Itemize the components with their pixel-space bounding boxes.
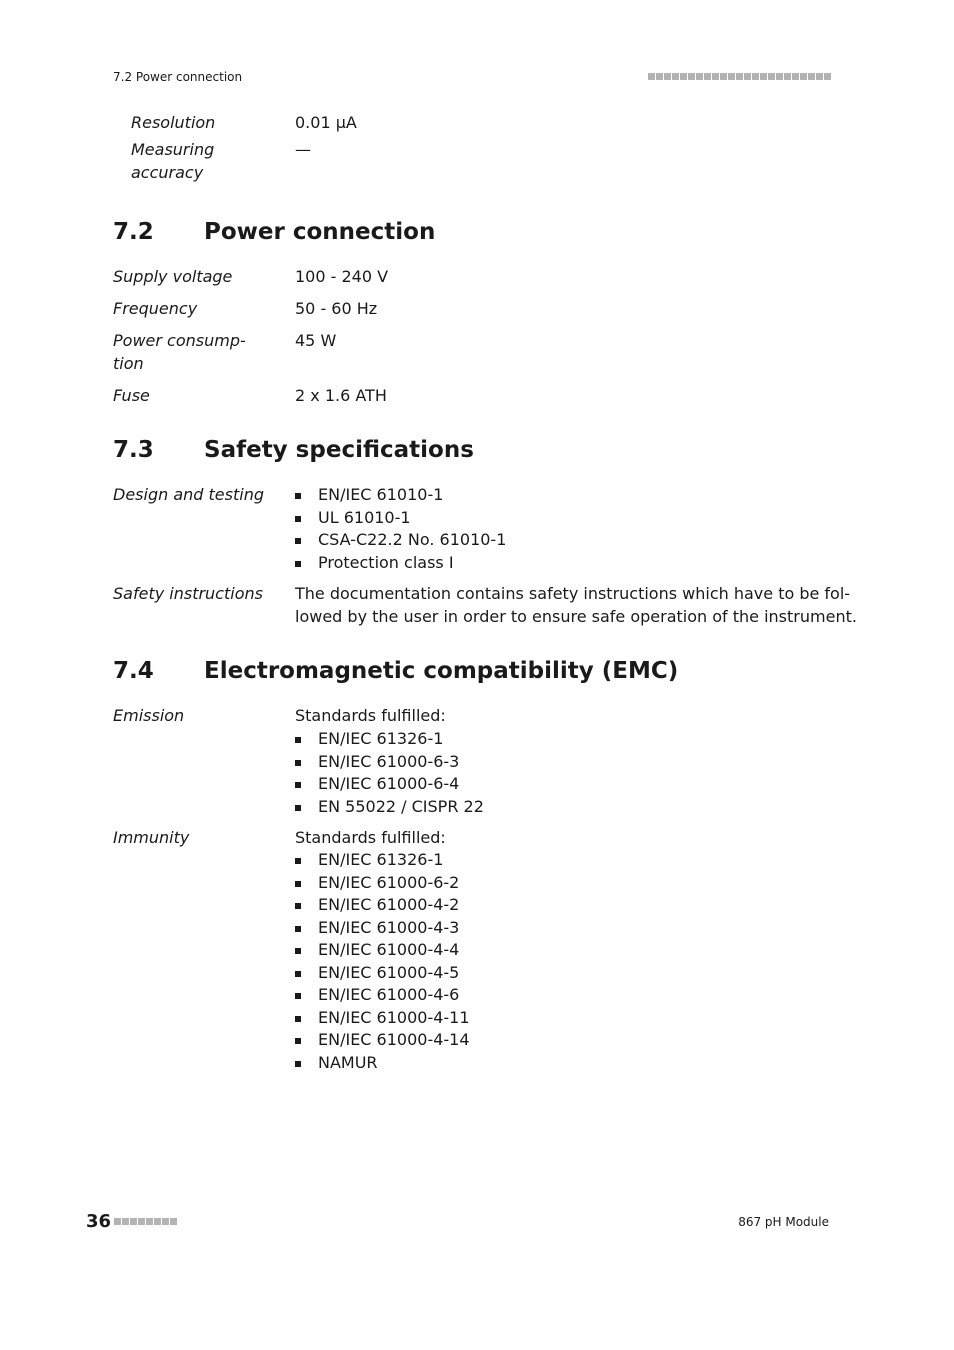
list-item: EN/IEC 61000-4-11: [295, 1007, 470, 1030]
section-number: 7.2: [113, 219, 154, 245]
safety-instructions-text: The documentation contains safety instructions which have to be fol- lowed by the user in order to ensure safe operation of the instrument.: [295, 584, 857, 626]
emission-list: [295, 728, 484, 818]
section-heading-7-3: [113, 436, 474, 464]
list-item: EN/IEC 61000-4-5: [295, 962, 470, 985]
emission-intro: Standards fulfilled:: [295, 706, 446, 725]
design-testing-label: Design and testing: [113, 485, 264, 504]
list-item: EN/IEC 61000-4-2: [295, 894, 470, 917]
page-number: 36: [86, 1211, 112, 1232]
immunity-list: [295, 849, 470, 1074]
list-item: Protection class I: [295, 552, 506, 575]
immunity-label: Immunity: [113, 828, 190, 847]
list-item: EN/IEC 61000-4-6: [295, 984, 470, 1007]
emission-label: Emission: [113, 706, 185, 725]
fuse-value: 2 x 1.6 ATH: [295, 386, 387, 405]
section-title: Power connection: [204, 219, 436, 245]
power-consumption-value: 45 W: [295, 331, 337, 350]
list-item: EN/IEC 61000-6-2: [295, 872, 470, 895]
header-square-bar: [648, 73, 831, 80]
list-item: NAMUR: [295, 1052, 470, 1075]
safety-instructions-label: Safety instructions: [113, 584, 263, 603]
supply-voltage-label: Supply voltage: [113, 267, 233, 286]
resolution-value: 0.01 µA: [295, 113, 357, 132]
list-item: EN/IEC 61000-6-3: [295, 751, 484, 774]
section-title: Electromagnetic compatibility (EMC): [204, 658, 679, 684]
running-header: 7.2 Power connection: [113, 70, 243, 84]
footer-square-bar: [114, 1218, 177, 1225]
section-number: 7.4: [113, 658, 154, 684]
section-heading-7-4: [113, 657, 678, 685]
power-consumption-label: Power consump- tion: [113, 331, 246, 373]
fuse-label: Fuse: [113, 386, 150, 405]
list-item: EN/IEC 61326-1: [295, 728, 484, 751]
resolution-label: Resolution: [131, 113, 216, 132]
list-item: EN/IEC 61000-6-4: [295, 773, 484, 796]
list-item: EN/IEC 61000-4-4: [295, 939, 470, 962]
list-item: UL 61010-1: [295, 507, 506, 530]
section-number: 7.3: [113, 437, 154, 463]
measuring-accuracy-value: —: [295, 140, 311, 159]
list-item: EN/IEC 61326-1: [295, 849, 470, 872]
frequency-value: 50 - 60 Hz: [295, 299, 378, 318]
supply-voltage-value: 100 - 240 V: [295, 267, 389, 286]
list-item: EN/IEC 61000-4-3: [295, 917, 470, 940]
section-heading-7-2: [113, 218, 435, 246]
section-title: Safety specifications: [204, 437, 474, 463]
list-item: EN 55022 / CISPR 22: [295, 796, 484, 819]
immunity-intro: Standards fulfilled:: [295, 828, 446, 847]
list-item: CSA-C22.2 No. 61010-1: [295, 529, 506, 552]
list-item: EN/IEC 61000-4-14: [295, 1029, 470, 1052]
measuring-accuracy-label: Measuring accuracy: [131, 140, 215, 182]
frequency-label: Frequency: [113, 299, 198, 318]
product-name: 867 pH Module: [738, 1215, 829, 1229]
list-item: EN/IEC 61010-1: [295, 484, 506, 507]
design-testing-list: [295, 484, 506, 574]
